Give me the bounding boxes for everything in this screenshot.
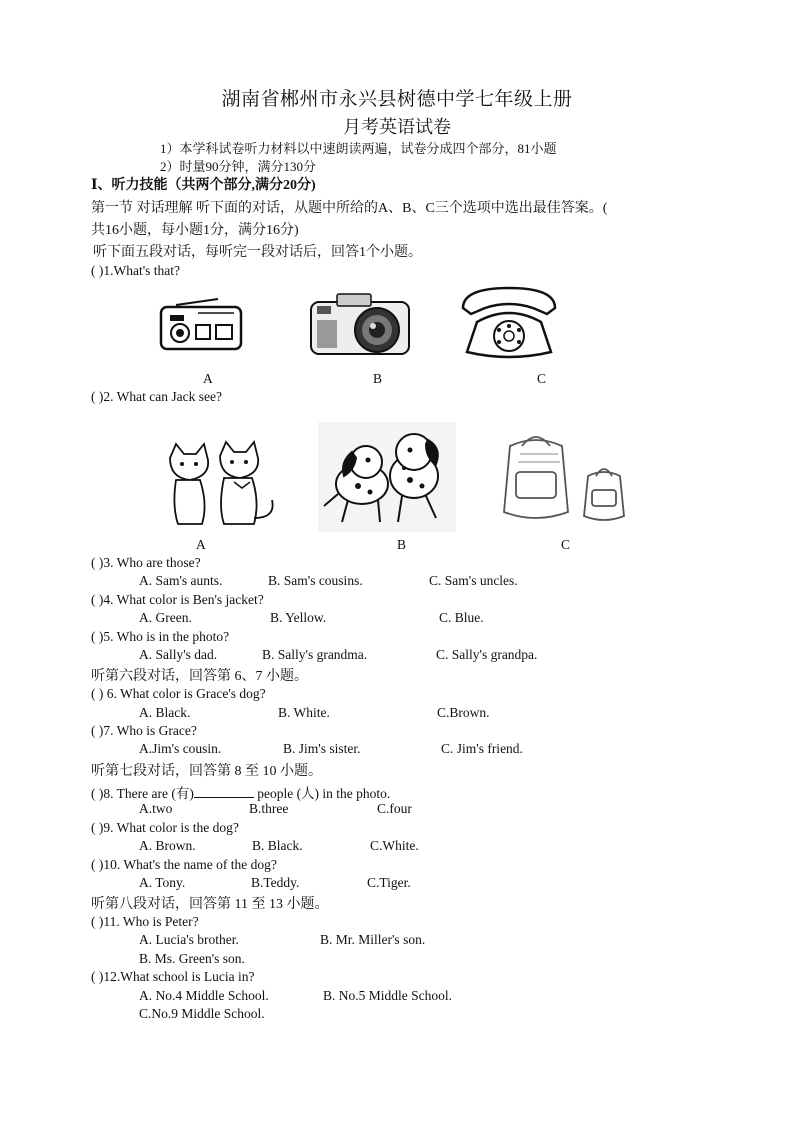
question-5: ( )5. Who is in the photo?	[91, 629, 230, 644]
q9-option-a: A. Brown.	[139, 838, 196, 853]
q4-option-a: A. Green.	[139, 610, 192, 625]
q3-option-a: A. Sam's aunts.	[139, 573, 223, 588]
q11-option-c: B. Ms. Green's son.	[139, 951, 245, 966]
question-10: ( )10. What's the name of the dog?	[91, 857, 277, 872]
q9-option-c: C.White.	[370, 838, 419, 853]
question-8	[91, 782, 390, 802]
q1-label-c: C	[537, 371, 547, 386]
question-3: ( )3. Who are those?	[91, 555, 201, 570]
q3-option-c: C. Sam's uncles.	[429, 573, 518, 588]
answer-blank	[194, 785, 254, 798]
q3-option-b: B. Sam's cousins.	[268, 573, 363, 588]
q6-option-b: B. White.	[278, 705, 330, 720]
q4-option-c: C. Blue.	[439, 610, 484, 625]
dialogue-instruction: 听下面五段对话，每听完一段对话后，回答1个小题。	[93, 245, 422, 260]
q5-option-c: C. Sally's grandpa.	[436, 647, 538, 662]
q6-option-a: A. Black.	[139, 705, 191, 720]
question-8-suffix: people (人) in the photo.	[253, 786, 391, 801]
q2-label-b: B	[397, 537, 407, 552]
q8-option-a: A.two	[139, 801, 173, 816]
q7-option-a: A.Jim's cousin.	[139, 741, 222, 756]
q10-option-c: C.Tiger.	[367, 875, 411, 890]
q2-label-c: C	[561, 537, 571, 552]
q8-option-b: B.three	[249, 801, 289, 816]
note-2: 2）时量90分钟，满分130分	[160, 159, 317, 174]
question-4: ( )4. What color is Ben's jacket?	[91, 592, 264, 607]
q11-option-b: B. Mr. Miller's son.	[320, 932, 426, 947]
segment-8-instruction: 听第八段对话，回答第 11 至 13 小题。	[91, 897, 329, 912]
part-instruction-line2: 共16小题，每小题1分，满分16分)	[91, 223, 299, 238]
cats-icon	[158, 440, 282, 533]
q5-option-b: B. Sally's grandma.	[262, 647, 368, 662]
segment-7-instruction: 听第七段对话，回答第 8 至 10 小题。	[91, 764, 322, 779]
q5-option-a: A. Sally's dad.	[139, 647, 218, 662]
q7-option-b: B. Jim's sister.	[283, 741, 361, 756]
question-8-prefix: ( )8. There are (有)	[91, 786, 194, 801]
dogs-icon	[318, 422, 456, 537]
q2-label-a: A	[196, 537, 206, 552]
q8-option-c: C.four	[377, 801, 412, 816]
segment-6-instruction: 听第六段对话，回答第 6、7 小题。	[91, 669, 308, 684]
radio-icon	[158, 295, 244, 358]
q12-option-c: C.No.9 Middle School.	[139, 1006, 265, 1021]
q12-option-a: A. No.4 Middle School.	[139, 988, 269, 1003]
question-6: ( ) 6. What color is Grace's dog?	[91, 686, 266, 701]
telephone-icon	[455, 282, 563, 367]
question-2: ( )2. What can Jack see?	[91, 389, 222, 404]
note-1: 1）本学科试卷听力材料以中速朗读两遍，试卷分成四个部分，81小题	[160, 141, 557, 156]
q10-option-a: A. Tony.	[139, 875, 186, 890]
q10-option-b: B.Teddy.	[251, 875, 300, 890]
q1-label-a: A	[203, 371, 213, 386]
q9-option-b: B. Black.	[252, 838, 303, 853]
question-7: ( )7. Who is Grace?	[91, 723, 197, 738]
question-11: ( )11. Who is Peter?	[91, 914, 199, 929]
q6-option-c: C.Brown.	[437, 705, 490, 720]
part-instruction-line1: 第一节 对话理解 听下面的对话，从题中所给的A、B、C三个选项中选出最佳答案。(	[91, 201, 608, 216]
backpacks-icon	[496, 432, 636, 531]
page-subtitle: 月考英语试卷	[343, 117, 451, 137]
q12-option-b: B. No.5 Middle School.	[323, 988, 453, 1003]
camera-icon	[307, 288, 413, 363]
section-heading: Ⅰ、听力技能（共两个部分,满分20分)	[91, 178, 316, 193]
q7-option-c: C. Jim's friend.	[441, 741, 523, 756]
question-9: ( )9. What color is the dog?	[91, 820, 239, 835]
page-title: 湖南省郴州市永兴县树德中学七年级上册	[221, 89, 573, 110]
q11-option-a: A. Lucia's brother.	[139, 932, 239, 947]
question-12: ( )12.What school is Lucia in?	[91, 969, 255, 984]
q4-option-b: B. Yellow.	[270, 610, 327, 625]
q1-label-b: B	[373, 371, 383, 386]
question-1: ( )1.What's that?	[91, 263, 181, 278]
